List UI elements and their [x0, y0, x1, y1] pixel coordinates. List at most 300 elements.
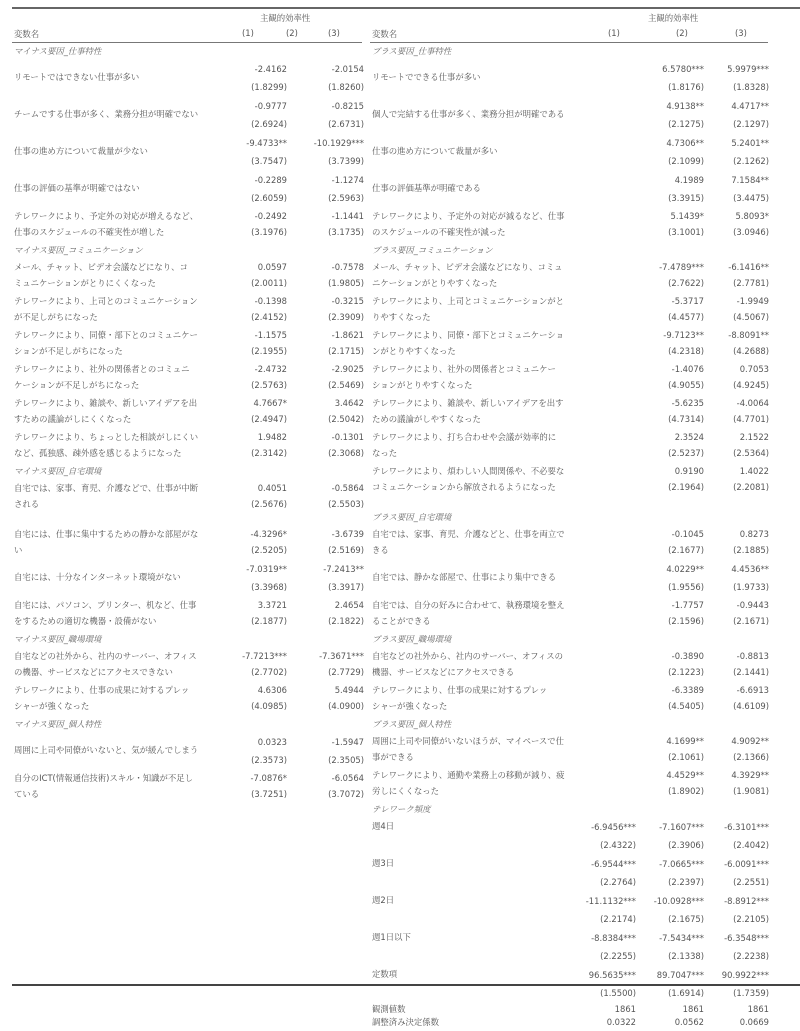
column-header-row	[370, 25, 768, 43]
variable-label: 自宅には、十分なインターネット環境がない	[14, 572, 181, 582]
table-row	[370, 429, 768, 463]
column-header-row	[12, 25, 362, 43]
m3-coefficient: -8.8912***	[724, 896, 769, 906]
m3-coefficient: -0.1301	[331, 432, 364, 442]
variable-label: テレワークにより、仕事の成果に対するプレッ	[372, 685, 548, 695]
m2-std-error: (4.7314)	[668, 414, 704, 424]
m3-std-error: (1.9805)	[328, 278, 364, 288]
table-row	[370, 597, 768, 631]
category-label: マイナス要因_仕事特性	[14, 46, 102, 56]
m2-std-error: (2.1275)	[668, 119, 704, 129]
table-row	[12, 429, 362, 463]
m2-std-error: (1.9556)	[668, 582, 704, 592]
m3-coefficient: -6.6913	[736, 685, 769, 695]
m1-coefficient: -0.2289	[254, 175, 287, 185]
m1-std-error: (2.5676)	[251, 499, 287, 509]
m3-std-error: (1.7359)	[733, 988, 769, 998]
m3-std-error: (3.7399)	[328, 156, 364, 166]
variable-label: 週1日以下	[372, 932, 411, 942]
m2-coefficient: -1.7757	[671, 600, 704, 610]
m3-std-error: (2.3505)	[328, 755, 364, 765]
table-row	[12, 526, 362, 560]
m1-coefficient: -7.0876*	[250, 773, 287, 783]
variable-label: リモートでできる仕事が多い	[372, 72, 481, 82]
m1-std-error: (3.1976)	[251, 227, 287, 237]
m3-coefficient: 5.9979***	[727, 64, 769, 74]
m2-coefficient: -0.3890	[671, 651, 704, 661]
m3-std-error: (2.1671)	[733, 616, 769, 626]
m3-std-error: (2.5169)	[328, 545, 364, 555]
m1-std-error: (3.7251)	[251, 789, 287, 799]
m3-coefficient: -3.6739	[331, 529, 364, 539]
m3-coefficient: -7.3671***	[319, 651, 364, 661]
variable-label: チームでする仕事が多く、業務分担が明確でない	[14, 109, 199, 119]
variable-label: テレワークにより、社外の関係者とコミュニケー	[372, 364, 556, 374]
m3-coefficient: -6.0091***	[724, 859, 769, 869]
m3-std-error: (4.5067)	[733, 312, 769, 322]
category-header-row	[370, 43, 768, 60]
variable-label: 自宅には、パソコン、プリンター、机など、仕事	[14, 600, 197, 610]
table-row	[12, 259, 362, 293]
m2-coefficient: -5.6235	[671, 398, 704, 408]
table-row	[370, 648, 768, 682]
m3-coefficient: 5.2401**	[731, 138, 769, 148]
m2-std-error: (4.9055)	[668, 380, 704, 390]
m3-coefficient: 2.1522	[739, 432, 769, 442]
m3-coefficient: 3.4642	[334, 398, 364, 408]
variable-label: 仕事の評価基準が明確である	[372, 183, 481, 193]
m3-std-error: (2.5963)	[328, 193, 364, 203]
m3-std-error: (2.1441)	[733, 667, 769, 677]
table-row	[12, 648, 362, 682]
table-row	[370, 97, 768, 134]
m3-coefficient: -0.7578	[331, 262, 364, 272]
table-row	[370, 60, 768, 97]
m1-std-error: (2.2255)	[600, 951, 636, 961]
m2-coefficient: 5.1439*	[670, 211, 704, 221]
m2-std-error: (2.1964)	[668, 482, 704, 492]
m3-std-error: (4.0900)	[328, 701, 364, 711]
m2-std-error: (4.4577)	[668, 312, 704, 322]
variable-label: 自宅などの社外から、社内のサーバー、オフィス	[14, 651, 197, 661]
m2-std-error: (3.3915)	[668, 193, 704, 203]
m3-coefficient: -6.0564	[331, 773, 364, 783]
variable-label-cont: い	[14, 545, 23, 555]
variable-label-cont: ンがとりやすくなった	[372, 346, 456, 356]
m3-std-error: (3.3917)	[328, 582, 364, 592]
m1-std-error: (2.4947)	[251, 414, 287, 424]
m3-std-error: (3.4475)	[733, 193, 769, 203]
table-row	[370, 855, 768, 892]
m3-std-error: (1.8328)	[733, 82, 769, 92]
m1-std-error: (2.4152)	[251, 312, 287, 322]
variable-label-cont: のスケジュールの不確実性が減った	[372, 227, 506, 237]
m3-coefficient: 5.4944	[334, 685, 364, 695]
variable-label-cont: される	[14, 499, 40, 509]
variable-label-cont: シャーが強くなった	[14, 701, 90, 711]
m1-coefficient: -4.3296*	[250, 529, 287, 539]
variable-label: テレワークにより、同僚・部下とのコミュニケー	[14, 330, 198, 340]
m3-std-error: (2.2081)	[733, 482, 769, 492]
m2-coefficient: -7.5434***	[659, 933, 704, 943]
table-row	[12, 733, 362, 770]
m2-std-error: (3.1001)	[668, 227, 704, 237]
m1-coefficient: -9.4733**	[246, 138, 287, 148]
m2-coefficient: -1.4076	[671, 364, 704, 374]
m3-std-error: (2.2551)	[733, 877, 769, 887]
m2-std-error: (2.1675)	[668, 914, 704, 924]
m1-std-error: (4.0985)	[251, 701, 287, 711]
m3-coefficient: -2.9025	[331, 364, 364, 374]
m1-coefficient: 96.5635***	[588, 970, 636, 980]
variable-label: 個人で完結する仕事が多く、業務分担が明確である	[372, 109, 565, 119]
table-row	[370, 395, 768, 429]
variable-label: テレワークにより、雑談や、新しいアイデアを出す	[372, 398, 564, 408]
m3-coefficient: 0.8273	[739, 529, 769, 539]
m2-coefficient: 4.9138**	[666, 101, 704, 111]
m3-std-error: (2.1366)	[733, 752, 769, 762]
category-header-row	[370, 242, 768, 259]
variable-label: 周囲に上司や同僚がいないと、気が緩んでしまう	[14, 745, 199, 755]
m1-value: 0.0322	[606, 1017, 636, 1027]
m1-std-error: (2.6059)	[251, 193, 287, 203]
statistic-label: 調整済み決定係数	[372, 1017, 439, 1027]
variable-label: 週4日	[372, 821, 395, 831]
m2-coefficient: 6.5780***	[662, 64, 704, 74]
m2-coefficient: -6.3389	[671, 685, 704, 695]
m3-coefficient: -1.1274	[331, 175, 364, 185]
m3-coefficient: -0.5864	[331, 483, 364, 493]
m2-coefficient: -5.3717	[671, 296, 704, 306]
m2-coefficient: 4.1989	[674, 175, 704, 185]
table-row	[370, 892, 768, 929]
m2-std-error: (2.1061)	[668, 752, 704, 762]
table-row	[12, 682, 362, 716]
category-header-row	[12, 43, 362, 60]
m1-std-error: (2.1877)	[251, 616, 287, 626]
variable-column-header: 変数名	[372, 29, 398, 39]
m3-std-error: (2.1262)	[733, 156, 769, 166]
m3-std-error: (2.2238)	[733, 951, 769, 961]
m2-std-error: (1.8176)	[668, 82, 704, 92]
category-label: マイナス要因_コミュニケーション	[14, 245, 143, 255]
variable-label-cont: など、孤独感、疎外感を感じるようになった	[14, 448, 182, 458]
m3-coefficient: -1.8621	[331, 330, 364, 340]
table-row	[370, 171, 768, 208]
m2-std-error: (1.6914)	[668, 988, 704, 998]
variable-label-cont: きる	[372, 545, 389, 555]
table-row	[12, 480, 362, 514]
m2-std-error: (2.1099)	[668, 156, 704, 166]
m3-std-error: (1.9733)	[733, 582, 769, 592]
variable-label: メール、チャット、ビデオ会議などになり、コ	[14, 262, 188, 272]
m2-std-error: (1.8902)	[668, 786, 704, 796]
m2-std-error: (2.5237)	[668, 448, 704, 458]
m1-coefficient: 0.0323	[257, 737, 287, 747]
m3-coefficient: -10.1929***	[313, 138, 364, 148]
m1-std-error: (2.7702)	[251, 667, 287, 677]
m3-std-error: (2.3068)	[328, 448, 364, 458]
category-label: テレワーク頻度	[372, 804, 431, 814]
m3-value: 0.0669	[739, 1017, 769, 1027]
m3-std-error: (1.8260)	[328, 82, 364, 92]
variable-label-cont: すための議論がしにくくなった	[14, 414, 132, 424]
m1-coefficient: -2.4162	[254, 64, 287, 74]
variable-label: 週3日	[372, 858, 395, 868]
m3-coefficient: 4.4717**	[731, 101, 769, 111]
category-header-row	[370, 631, 768, 648]
m1-std-error: (1.5500)	[600, 988, 636, 998]
m2-coefficient: -7.0665***	[659, 859, 704, 869]
table-row	[12, 171, 362, 208]
variable-label-cont: 労しにくくなった	[372, 786, 439, 796]
table-row	[12, 770, 362, 804]
m1-coefficient: 0.4051	[257, 483, 287, 493]
m1-std-error: (2.6924)	[251, 119, 287, 129]
dependent-variable-header	[370, 9, 768, 25]
m2-coefficient: 2.3524	[674, 432, 704, 442]
statistic-label: 観測値数	[372, 1004, 406, 1014]
m3-std-error: (3.0946)	[733, 227, 769, 237]
m1-coefficient: -11.1132***	[585, 896, 636, 906]
m2-coefficient: -7.1607***	[659, 822, 704, 832]
variable-label: 仕事の進め方について裁量が少ない	[14, 146, 148, 156]
variable-label-cont: をするための適切な機器・設備がない	[14, 616, 157, 626]
m3-std-error: (4.9245)	[733, 380, 769, 390]
category-header-row	[12, 242, 362, 259]
m3-std-error: (1.9081)	[733, 786, 769, 796]
m2-std-error: (4.5405)	[668, 701, 704, 711]
table-row	[12, 134, 362, 171]
m1-coefficient: 3.3721	[257, 600, 287, 610]
m1-coefficient: -1.1575	[254, 330, 287, 340]
table-row	[12, 395, 362, 429]
category-header-row	[370, 509, 768, 526]
m2-std-error: (2.7622)	[668, 278, 704, 288]
m1-std-error: (2.5205)	[251, 545, 287, 555]
variable-label-cont: ることができる	[372, 616, 431, 626]
m2-std-error: (2.1677)	[668, 545, 704, 555]
m3-coefficient: -1.9949	[736, 296, 769, 306]
table-row	[12, 60, 362, 97]
right-table-body	[370, 43, 768, 1029]
table-row	[12, 327, 362, 361]
model-2-header: (2)	[676, 28, 688, 38]
variable-label: 週2日	[372, 895, 395, 905]
m1-std-error: (2.5763)	[251, 380, 287, 390]
category-header-row	[12, 631, 362, 648]
variable-column-header: 変数名	[14, 29, 40, 39]
m1-std-error: (3.3968)	[251, 582, 287, 592]
table-row	[370, 526, 768, 560]
table-row	[370, 361, 768, 395]
m3-coefficient: 90.9922***	[721, 970, 769, 980]
variable-label: テレワークにより、予定外の対応が増えるなど、	[14, 211, 199, 221]
m1-coefficient: 0.0597	[257, 262, 287, 272]
m3-coefficient: 1.4022	[739, 466, 769, 476]
m3-std-error: (2.4042)	[733, 840, 769, 850]
dependent-variable-header	[12, 9, 362, 25]
m2-coefficient: 4.0229**	[666, 564, 704, 574]
variable-label: 周囲に上司や同僚がいないほうが、マイペースで仕	[372, 736, 565, 746]
m3-std-error: (2.1297)	[733, 119, 769, 129]
m2-coefficient: 0.9190	[674, 466, 704, 476]
variable-label: テレワークにより、上司とコミュニケーションがと	[372, 296, 564, 306]
table-row	[12, 361, 362, 395]
variable-label: 自宅などの社外から、社内のサーバー、オフィスの	[372, 651, 563, 661]
m2-std-error: (2.1223)	[668, 667, 704, 677]
category-header-row	[12, 716, 362, 733]
m3-coefficient: -6.1416**	[728, 262, 769, 272]
m3-coefficient: 2.4654	[334, 600, 364, 610]
variable-label-cont: ニケーションがとりやすくなった	[372, 278, 498, 288]
variable-label-cont: ケーションが不足しがちになった	[14, 380, 140, 390]
table-row	[12, 560, 362, 597]
m3-std-error: (3.1735)	[328, 227, 364, 237]
category-label: マイナス要因_個人特性	[14, 719, 102, 729]
m3-coefficient: 0.7053	[739, 364, 769, 374]
m3-std-error: (2.7781)	[733, 278, 769, 288]
category-header-row	[12, 463, 362, 480]
m3-std-error: (2.3909)	[328, 312, 364, 322]
category-label: プラス要因_仕事特性	[372, 46, 452, 56]
m1-std-error: (2.3142)	[251, 448, 287, 458]
m2-std-error: (2.1338)	[668, 951, 704, 961]
m1-std-error: (2.0011)	[251, 278, 287, 288]
m1-coefficient: -7.7213***	[242, 651, 287, 661]
m3-std-error: (3.7072)	[328, 789, 364, 799]
m2-coefficient: -0.1045	[671, 529, 704, 539]
m3-std-error: (2.1715)	[328, 346, 364, 356]
m3-coefficient: -0.8813	[736, 651, 769, 661]
m3-coefficient: 7.1584**	[731, 175, 769, 185]
m2-coefficient: -7.4789***	[659, 262, 704, 272]
variable-label: テレワークにより、ちょっとした相談がしにくい	[14, 432, 199, 442]
category-label: プラス要因_自宅環境	[372, 512, 452, 522]
m3-std-error: (2.6731)	[328, 119, 364, 129]
variable-label: テレワークにより、打ち合わせや会議が効率的に	[372, 432, 557, 442]
variable-label: テレワークにより、同僚・部下とコミュニケーショ	[372, 330, 564, 340]
variable-label: テレワークにより、仕事の成果に対するプレッ	[14, 685, 190, 695]
category-header-row	[370, 801, 768, 818]
table-row	[12, 293, 362, 327]
variable-label-cont: なった	[372, 448, 398, 458]
variable-label: テレワークにより、社外の関係者とのコミュニ	[14, 364, 190, 374]
table-row	[370, 560, 768, 597]
model-1-header: (1)	[242, 28, 254, 38]
m3-coefficient: -8.8091**	[728, 330, 769, 340]
m3-std-error: (2.5469)	[328, 380, 364, 390]
variable-label-cont: りやすくなった	[372, 312, 431, 322]
m3-coefficient: -4.0064	[736, 398, 769, 408]
variable-label: 自宅では、自分の好みに合わせて、執務環境を整え	[372, 600, 565, 610]
m3-coefficient: 5.8093*	[735, 211, 769, 221]
category-label: プラス要因_職場環境	[372, 634, 452, 644]
m3-std-error: (4.7701)	[733, 414, 769, 424]
variable-label: 自宅には、仕事に集中するための静かな部屋がな	[14, 529, 199, 539]
m1-coefficient: -0.1398	[254, 296, 287, 306]
m1-std-error: (1.8299)	[251, 82, 287, 92]
variable-label: テレワークにより、予定外の対応が減るなど、仕事	[372, 211, 565, 221]
m3-coefficient: -6.3101***	[724, 822, 769, 832]
variable-label-cont: ションがとりやすくなった	[372, 380, 473, 390]
m3-std-error: (2.2105)	[733, 914, 769, 924]
table-row	[12, 97, 362, 134]
m3-std-error: (2.1822)	[328, 616, 364, 626]
m1-coefficient: 4.7667*	[253, 398, 287, 408]
variable-label-cont: ている	[14, 789, 40, 799]
m1-std-error: (3.7547)	[251, 156, 287, 166]
variable-label-cont: 機器、サービスなどにアクセスできる	[372, 667, 515, 677]
m1-coefficient: 4.6306	[257, 685, 287, 695]
category-label: マイナス要因_職場環境	[14, 634, 102, 644]
variable-label-cont: ミュニケーションがとりにくくなった	[14, 278, 156, 288]
table-row	[370, 327, 768, 361]
variable-label-cont: の機器、サービスなどにアクセスできない	[14, 667, 173, 677]
dependent-variable-label: 主観的効率性	[648, 13, 699, 23]
m3-coefficient: -1.5947	[331, 737, 364, 747]
m1-coefficient: -0.2492	[254, 211, 287, 221]
m2-std-error: (2.3906)	[668, 840, 704, 850]
m2-coefficient: 89.7047***	[656, 970, 704, 980]
category-label: プラス要因_コミュニケーション	[372, 245, 493, 255]
table-row	[370, 733, 768, 767]
table-bottom-rule	[12, 984, 800, 986]
table-row	[12, 597, 362, 631]
variable-label-cont: が不足しがちになった	[14, 312, 98, 322]
m3-std-error: (2.5503)	[328, 499, 364, 509]
m1-coefficient: -6.9456***	[591, 822, 636, 832]
variable-label: リモートではできない仕事が多い	[14, 72, 140, 82]
m2-std-error: (2.1596)	[668, 616, 704, 626]
m3-std-error: (2.5042)	[328, 414, 364, 424]
m3-coefficient: -0.9443	[736, 600, 769, 610]
m1-coefficient: -2.4732	[254, 364, 287, 374]
m3-coefficient: -7.2413**	[323, 564, 364, 574]
m1-std-error: (2.4322)	[600, 840, 636, 850]
m1-std-error: (2.2174)	[600, 914, 636, 924]
m1-coefficient: -8.8384***	[591, 933, 636, 943]
table-row	[370, 208, 768, 242]
model-1-header: (1)	[608, 28, 620, 38]
m3-coefficient: -0.8215	[331, 101, 364, 111]
table-row	[370, 818, 768, 855]
variable-label: テレワークにより、上司とのコミュニケーション	[14, 296, 198, 306]
variable-label-cont: コミュニケーションから解放されるようになった	[372, 482, 556, 492]
table-row	[370, 259, 768, 293]
m1-std-error: (2.3573)	[251, 755, 287, 765]
m3-std-error: (2.1885)	[733, 545, 769, 555]
m2-coefficient: 4.7306**	[666, 138, 704, 148]
left-table-body	[12, 43, 362, 804]
m3-coefficient: -2.0154	[331, 64, 364, 74]
m3-coefficient: 4.9092**	[731, 736, 769, 746]
variable-label: テレワークにより、煩わしい人間関係や、不必要な	[372, 466, 565, 476]
variable-label-cont: ションが不足しがちになった	[14, 346, 123, 356]
table-row	[12, 208, 362, 242]
variable-label-cont: ための議論がしやすくなった	[372, 414, 481, 424]
table-row	[370, 929, 768, 966]
dependent-variable-label: 主観的効率性	[260, 13, 311, 23]
m3-coefficient: 4.3929**	[731, 770, 769, 780]
variable-label: メール、チャット、ビデオ会議などになり、コミュ	[372, 262, 563, 272]
m3-std-error: (4.2688)	[733, 346, 769, 356]
m1-coefficient: 1.9482	[257, 432, 287, 442]
m2-coefficient: -9.7123**	[663, 330, 704, 340]
m1-std-error: (2.2764)	[600, 877, 636, 887]
category-label: プラス要因_個人特性	[372, 719, 452, 729]
variable-label: 定数項	[372, 969, 398, 979]
